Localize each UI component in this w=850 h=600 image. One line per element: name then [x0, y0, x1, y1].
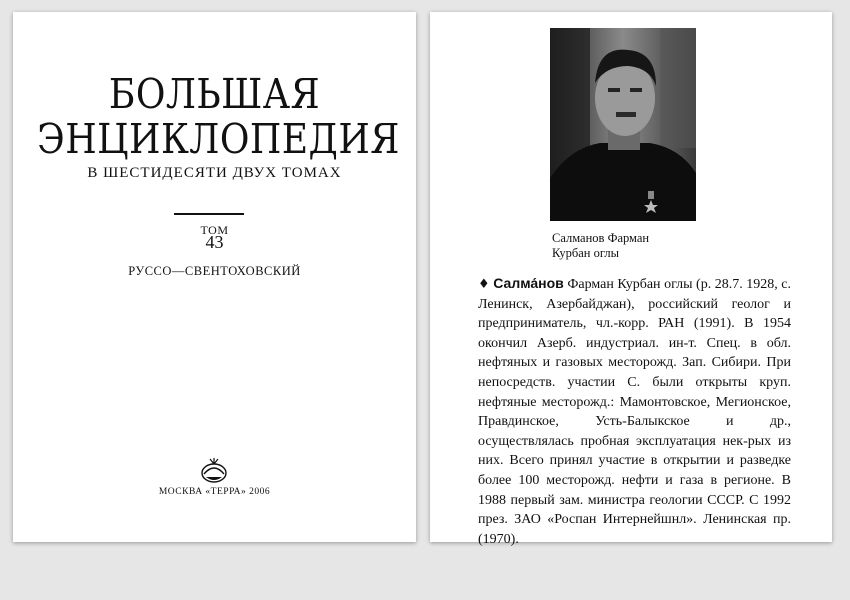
entry-marker: ♦	[478, 277, 490, 292]
subtitle: В ШЕСТИДЕСЯТИ ДВУХ ТОМАХ	[87, 165, 342, 181]
portrait-photo	[550, 28, 696, 221]
caption-line-1: Салманов Фарман	[552, 231, 650, 245]
caption-line-2: Курбан оглы	[552, 246, 619, 260]
imprint: МОСКВА «ТЕРРА» 2006	[158, 487, 271, 497]
volume-label: ТОМ	[200, 223, 229, 237]
publisher-logo-icon	[200, 458, 228, 484]
article-headword: Салма́нов	[493, 275, 564, 291]
cover-page	[13, 12, 416, 542]
title-line-1: БОЛЬШАЯ	[108, 70, 321, 118]
title-line-2: ЭНЦИКЛОПЕДИЯ	[37, 115, 400, 163]
volume-number: 43	[205, 232, 224, 252]
divider	[174, 213, 244, 215]
photo-caption	[552, 231, 752, 261]
volume-range: РУССО—СВЕНТОХОВСКИЙ	[128, 264, 301, 278]
article-entry	[478, 274, 791, 549]
article-page	[430, 12, 832, 547]
article-body: Фарман Курбан оглы (р. 28.7. 1928, с. Ленинск, Азербайджан), российский геолог и предприниматель, чл.-корр. РАН (1991). В 1954 окончил Азерб. индустриал. ин-т. Спец. в обл. нефтяных и газовых месторожд. Зап. Сибири. При непосредств. участии С. были открыты круп. нефтяные месторожд.: Мамонтовское, Мегионское, Правдинское, Усть-Балыкское и др., осуществлялась пробная эксплуатация нек-рых из них. Всего принял участие в открытии и разведке более 100 месторожд. нефти и газа в регионе. В 1988 первый зам. министра геологии СССР. С 1992 през. ЗАО «Роспан Интернейшнл». Ленинская пр. (1970).	[478, 277, 792, 547]
